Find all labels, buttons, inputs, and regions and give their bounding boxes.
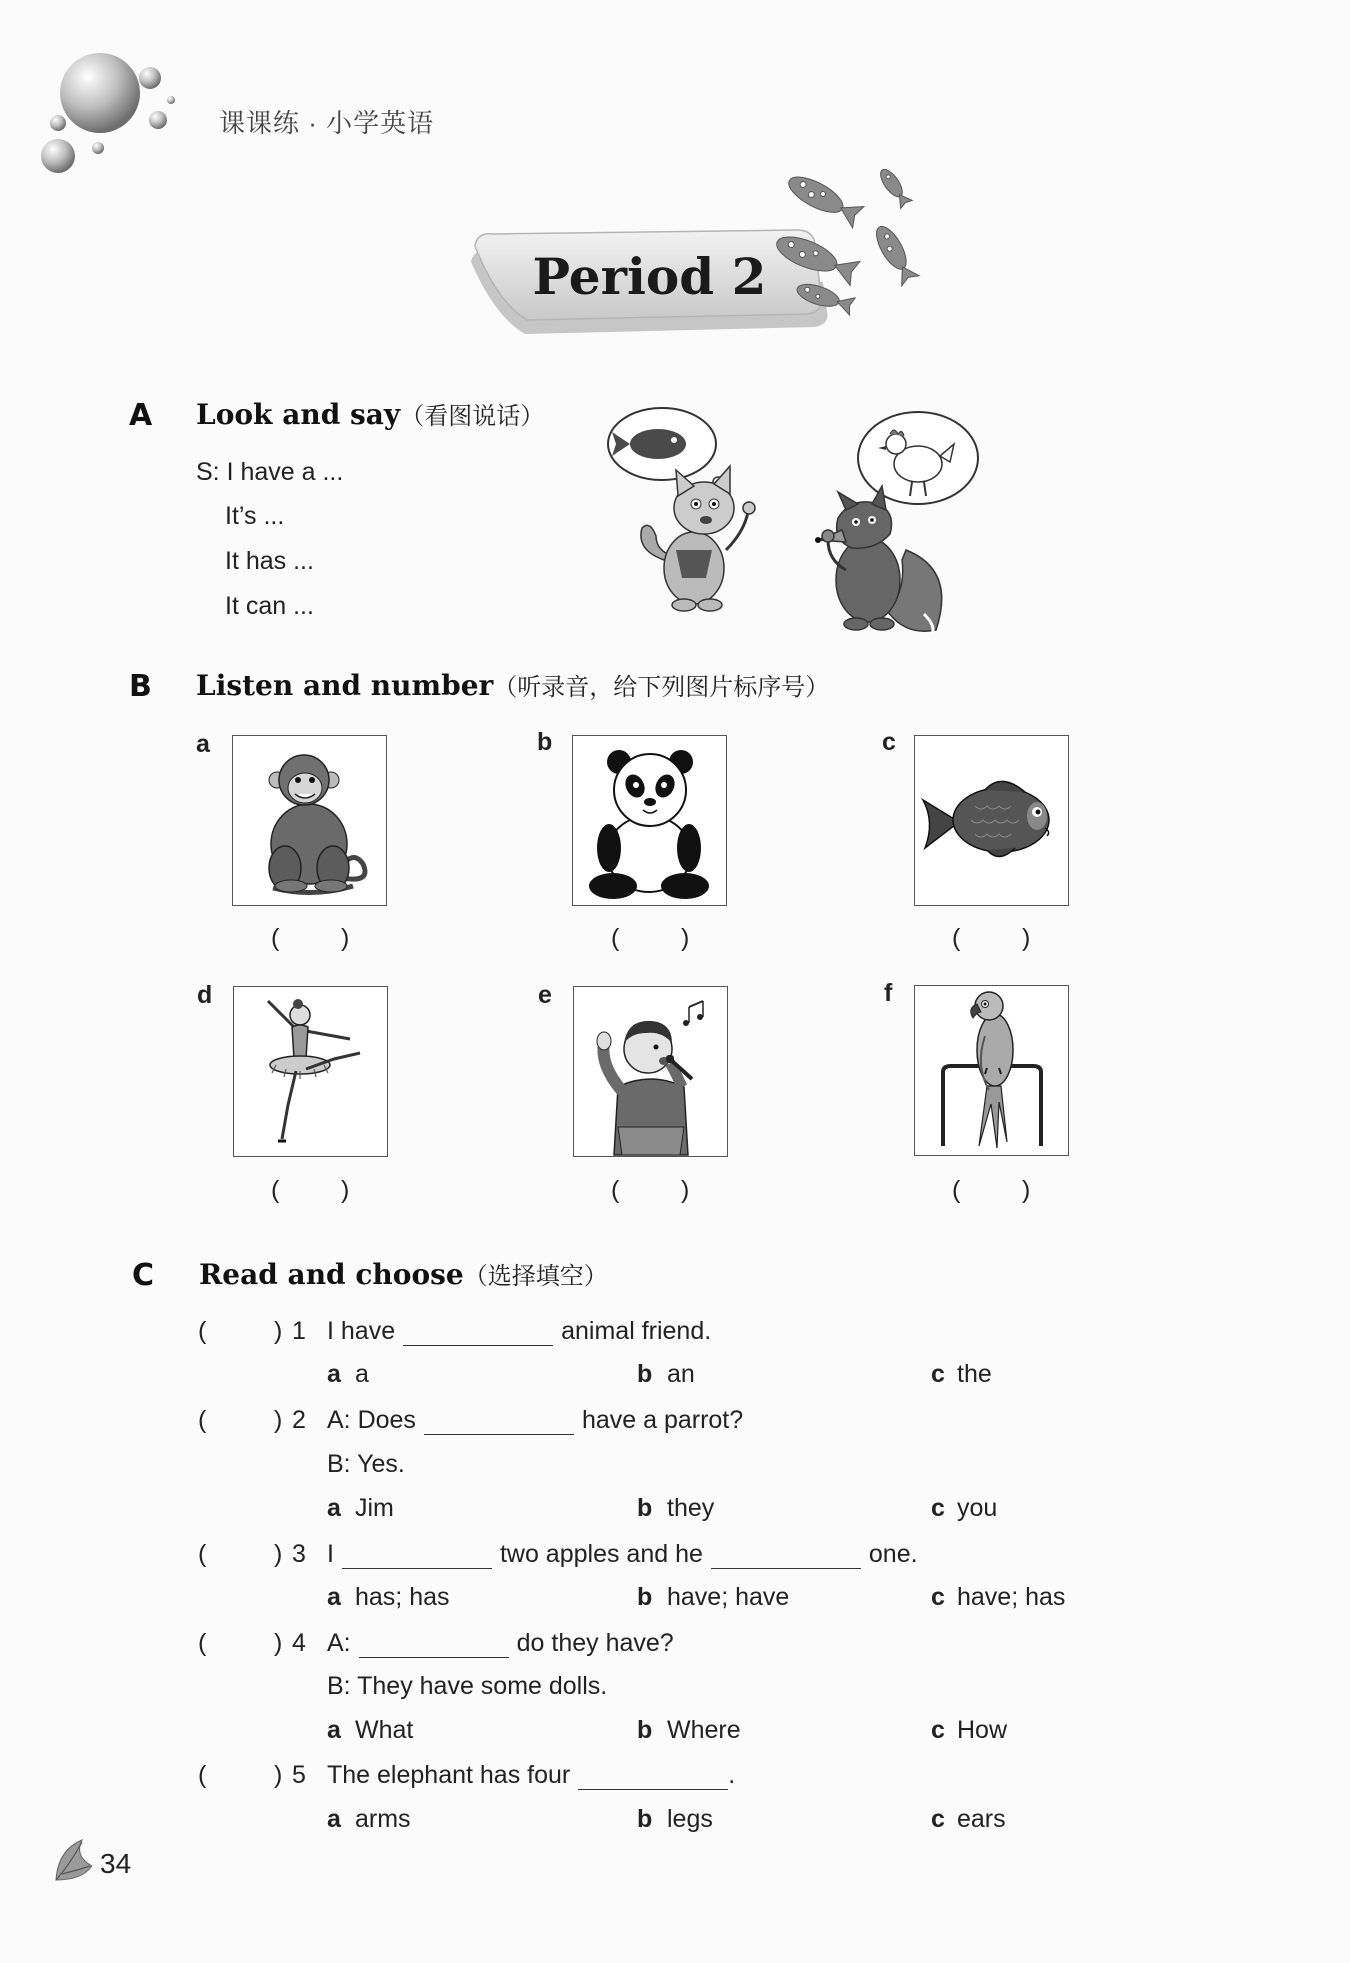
question-reply: B: Yes. <box>327 1450 405 1478</box>
question-bracket-open: ( <box>198 1629 207 1657</box>
option-text: they <box>667 1494 715 1522</box>
question-reply: B: They have some dolls. <box>327 1672 608 1700</box>
picture-box-d <box>233 986 388 1157</box>
answer-bracket-close: ) <box>681 924 690 952</box>
panda-icon <box>573 736 726 905</box>
answer-bracket-open: ( <box>952 924 961 952</box>
option-letter: a <box>327 1716 341 1744</box>
question-number: 4 <box>292 1629 306 1657</box>
question-bracket-open: ( <box>198 1761 207 1789</box>
question-text: I have <box>327 1317 396 1345</box>
option-text: How <box>957 1716 1008 1744</box>
question-number: 2 <box>292 1406 306 1434</box>
section-b-title-en: Listen and number <box>196 669 494 702</box>
answer-bracket-open: ( <box>611 1176 620 1204</box>
option-text: legs <box>667 1805 713 1833</box>
question-text: The elephant has four <box>327 1761 571 1789</box>
option-text: What <box>355 1716 414 1744</box>
answer-bracket-close: ) <box>1022 1176 1031 1204</box>
singing-boy-icon <box>574 987 727 1156</box>
answer-bracket-close: ) <box>341 1176 350 1204</box>
section-c-title <box>199 1256 608 1291</box>
question-4-line <box>327 1628 674 1658</box>
question-text: A: Does <box>327 1406 416 1434</box>
question-bracket-open: ( <box>198 1540 207 1568</box>
section-a-title <box>196 396 544 431</box>
answer-bracket-close: ) <box>341 924 350 952</box>
question-bracket-open: ( <box>198 1317 207 1345</box>
answer-blank <box>424 1408 574 1435</box>
question-text: animal friend. <box>561 1317 712 1345</box>
section-a-letter: A <box>129 398 153 433</box>
picture-label-f: f <box>884 979 893 1007</box>
option-text: have; has <box>957 1583 1066 1611</box>
section-a-title-cn: （看图说话） <box>400 402 545 430</box>
question-bracket-close: ) <box>274 1406 283 1434</box>
option-letter: c <box>931 1360 945 1388</box>
section-b-title-cn: （听录音，给下列图片标序号） <box>493 673 830 701</box>
answer-blank <box>359 1631 509 1658</box>
section-c-title-en: Read and choose <box>199 1258 464 1291</box>
leaf-icon <box>52 1836 98 1884</box>
picture-label-c: c <box>882 728 896 756</box>
cat-and-fox-illustration <box>606 400 991 640</box>
question-number: 3 <box>292 1540 306 1568</box>
answer-blank <box>403 1319 553 1346</box>
question-text: do they have? <box>516 1629 674 1657</box>
option-letter: b <box>637 1805 653 1833</box>
option-letter: a <box>327 1494 341 1522</box>
answer-bracket-open: ( <box>952 1176 961 1204</box>
answer-bracket-open: ( <box>611 924 620 952</box>
option-letter: a <box>327 1805 341 1833</box>
section-b-letter: B <box>129 669 152 704</box>
section-c-title-cn: （选择填空） <box>463 1262 608 1290</box>
picture-label-e: e <box>538 981 552 1009</box>
question-text: A: <box>327 1629 351 1657</box>
section-c-letter: C <box>132 1258 155 1293</box>
picture-box-e <box>573 986 728 1157</box>
section-b-title <box>196 667 829 702</box>
picture-box-c <box>914 735 1069 906</box>
option-text: ears <box>957 1805 1006 1833</box>
option-text: a <box>355 1360 369 1388</box>
question-text: . <box>728 1761 736 1789</box>
parrot-icon <box>915 986 1068 1155</box>
question-bracket-close: ) <box>274 1761 283 1789</box>
option-text: an <box>667 1360 695 1388</box>
period-title: Period 2 <box>532 247 767 306</box>
question-bracket-close: ) <box>274 1629 283 1657</box>
option-letter: a <box>327 1360 341 1388</box>
question-text: have a parrot? <box>581 1406 744 1434</box>
option-text: Where <box>667 1716 741 1744</box>
book-series-title: 课课练 · 小学英语 <box>219 108 435 138</box>
option-text: have; have <box>667 1583 790 1611</box>
answer-bracket-open: ( <box>271 1176 280 1204</box>
option-letter: a <box>327 1583 341 1611</box>
fox-icon <box>815 486 942 634</box>
option-letter: c <box>931 1716 945 1744</box>
answer-bracket-open: ( <box>271 924 280 952</box>
dialogue-line: It’s ... <box>225 502 285 530</box>
question-text: two apples and he <box>499 1540 703 1568</box>
question-5-line <box>327 1760 735 1790</box>
picture-label-d: d <box>197 981 213 1009</box>
question-number: 1 <box>292 1317 306 1345</box>
picture-label-a: a <box>196 730 210 758</box>
picture-box-b <box>572 735 727 906</box>
option-text: Jim <box>355 1494 394 1522</box>
picture-box-a <box>232 735 387 906</box>
picture-box-f <box>914 985 1069 1156</box>
option-letter: c <box>931 1805 945 1833</box>
answer-blank <box>578 1763 728 1790</box>
monkey-icon <box>233 736 386 905</box>
question-text: one. <box>868 1540 918 1568</box>
question-1-line <box>327 1316 711 1346</box>
fish-icon <box>915 736 1068 905</box>
option-text: the <box>957 1360 992 1388</box>
question-text: I <box>327 1540 334 1568</box>
dialogue-line: It has ... <box>225 547 314 575</box>
option-text: has; has <box>355 1583 450 1611</box>
question-2-line <box>327 1405 743 1435</box>
bubbles-decoration-icon <box>38 48 183 183</box>
answer-blank <box>342 1542 492 1569</box>
answer-bracket-close: ) <box>1022 924 1031 952</box>
answer-bracket-close: ) <box>681 1176 690 1204</box>
dialogue-line: S: I have a ... <box>196 458 344 486</box>
section-a-title-en: Look and say <box>196 398 401 431</box>
option-text: arms <box>355 1805 411 1833</box>
question-bracket-close: ) <box>274 1540 283 1568</box>
option-letter: b <box>637 1716 653 1744</box>
option-letter: c <box>931 1583 945 1611</box>
option-letter: c <box>931 1494 945 1522</box>
question-number: 5 <box>292 1761 306 1789</box>
fish-school-decoration-icon <box>770 152 945 330</box>
option-letter: b <box>637 1360 653 1388</box>
answer-blank <box>711 1542 861 1569</box>
question-bracket-open: ( <box>198 1406 207 1434</box>
picture-label-b: b <box>537 728 553 756</box>
option-letter: b <box>637 1494 653 1522</box>
page-number: 34 <box>100 1848 132 1879</box>
question-bracket-close: ) <box>274 1317 283 1345</box>
option-text: you <box>957 1494 998 1522</box>
dialogue-line: It can ... <box>225 592 314 620</box>
option-letter: b <box>637 1583 653 1611</box>
ballerina-icon <box>234 987 387 1156</box>
cat-icon <box>641 466 755 611</box>
question-3-line <box>327 1539 918 1569</box>
